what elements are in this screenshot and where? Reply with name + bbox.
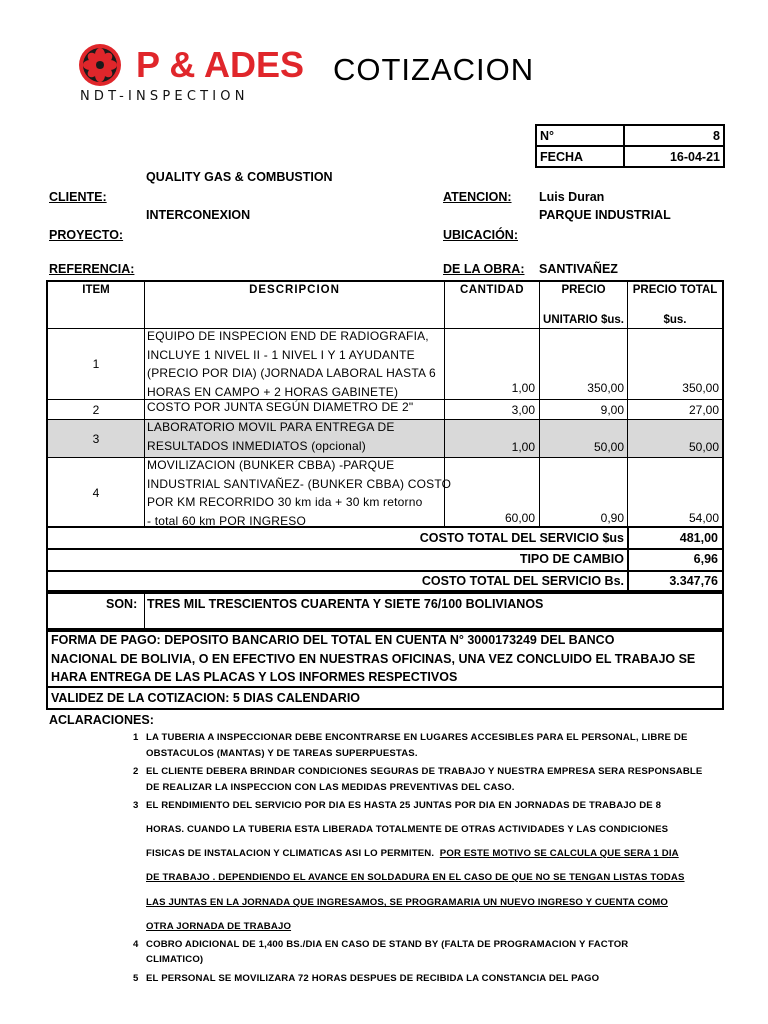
row-3-qty: 1,00: [511, 440, 535, 454]
note-3-line-2: HORAS. CUANDO LA TUBERIA ESTA LIBERADA TOTALMENTE DE OTRAS ACTIVIDADES Y LAS CONDICIONES: [146, 824, 669, 835]
row-1-item: 1: [92, 357, 100, 371]
row-3-desc: LABORATORIO MOVIL PARA ENTREGA DE RESULTADOS INMEDIATOS (opcional): [147, 420, 395, 453]
row-2-unit: 9,00: [600, 403, 624, 417]
row-4-total: 54,00: [688, 511, 719, 525]
referencia-label: REFERENCIA:: [49, 262, 135, 276]
date-value: 16-04-21: [624, 146, 724, 167]
row-4-qty: 60,00: [504, 511, 535, 525]
row-2-item: 2: [92, 403, 100, 417]
note-2-line-2: DE REALIZAR LA INSPECCION CON LAS MEDIDAS PREVENTIVAS DEL CASO.: [146, 782, 515, 793]
row-4-item: 4: [92, 486, 100, 500]
row-4-unit: 0,90: [600, 511, 624, 525]
date-label: FECHA: [536, 146, 624, 167]
cliente-label: CLIENTE:: [49, 190, 107, 204]
exchange-rate-label: TIPO DE CAMBIO: [519, 552, 624, 566]
row-3-item: 3: [92, 432, 100, 446]
page-title: COTIZACION: [333, 52, 535, 87]
proyecto-label: PROYECTO:: [49, 228, 124, 242]
total-usd-label: COSTO TOTAL DEL SERVICIO $us: [419, 531, 624, 545]
total-usd-value: 481,00: [679, 531, 718, 545]
project-name: INTERCONEXION: [146, 208, 251, 222]
atencion-label: ATENCION:: [443, 190, 512, 204]
number-label: N°: [536, 125, 624, 146]
payment-line-1: FORMA DE PAGO: DEPOSITO BANCARIO DEL TOTAL EN CUENTA N° 3000173249 DEL BANCO: [51, 633, 615, 647]
col-item-header: ITEM: [82, 284, 110, 296]
ubicacion-label: UBICACIÓN:: [443, 228, 518, 242]
validity: [46, 686, 724, 710]
aclaraciones-label: ACLARACIONES:: [49, 713, 154, 727]
note-4-num: 4: [133, 939, 139, 950]
son-label: SON:: [106, 597, 138, 611]
ubicacion-value: PARQUE INDUSTRIAL: [539, 208, 671, 222]
row-3-total: 50,00: [688, 440, 719, 454]
client-name: QUALITY GAS & COMBUSTION: [146, 170, 333, 184]
col-total-header-1: PRECIO TOTAL: [632, 284, 718, 296]
col-qty-header: CANTIDAD: [459, 284, 525, 296]
note-3-line-1: EL RENDIMIENTO DEL SERVICIO POR DIA ES HASTA 25 JUNTAS POR DIA EN JORNADAS DE TRABAJO DE 8: [146, 800, 662, 811]
row-2-total: 27,00: [688, 403, 719, 417]
row-1-total: 350,00: [682, 381, 719, 395]
col-unit-header-1: PRECIO: [561, 284, 606, 296]
row-3-unit: 50,00: [593, 440, 624, 454]
flower-emblem-icon: [78, 43, 122, 87]
note-1-num: 1: [133, 732, 139, 743]
note-2-line-1: EL CLIENTE DEBERA BRINDAR CONDICIONES SEGURAS DE TRABAJO Y NUESTRA EMPRESA SERA RESPONSABLE: [146, 766, 703, 777]
note-3-line-5: LAS JUNTAS EN LA JORNADA QUE INGRESAMOS, SE PROGRAMARIA UN NUEVO INGRESO Y CUENTA COMO: [146, 897, 668, 908]
note-2-num: 2: [133, 766, 139, 777]
row-1-unit: 350,00: [587, 381, 624, 395]
amount-in-words: [46, 592, 724, 630]
col-unit-header-2: UNITARIO $us.: [543, 314, 624, 326]
obra-label: DE LA OBRA:: [443, 262, 525, 276]
payment-terms: [46, 630, 724, 688]
totals-block: [46, 526, 724, 592]
note-1-line-1: LA TUBERIA A INSPECCIONAR DEBE ENCONTRARSE EN LUGARES ACCESIBLES PARA EL PERSONAL, LIBRE DE: [146, 732, 688, 743]
obra-value: SANTIVAÑEZ: [539, 262, 618, 276]
company-logo: [78, 43, 305, 104]
note-1-line-2: OBSTACULOS (MANTAS) Y DE TAREAS SUPERPUESTAS.: [146, 748, 418, 759]
payment-line-3: HARA ENTREGA DE LAS PLACAS Y LOS INFORMES RESPECTIVOS: [51, 670, 458, 684]
row-4-desc: MOVILIZACION (BUNKER CBBA) -PARQUE INDUSTRIAL SANTIVAÑEZ- (BUNKER CBBA) COSTO POR KM RECORRIDO 30 km ida + 30 km retorno - total 60 km POR INGRESO: [147, 458, 452, 528]
note-3-line-6: OTRA JORNADA DE TRABAJO: [146, 921, 292, 932]
validity-text: VALIDEZ DE LA COTIZACION: 5 DIAS CALENDARIO: [51, 691, 361, 705]
note-3-num: 3: [133, 800, 139, 811]
row-2-qty: 3,00: [511, 403, 535, 417]
note-4-line-1: COBRO ADICIONAL DE 1,400 BS./DIA EN CASO DE STAND BY (FALTA DE PROGRAMACION Y FACTOR: [146, 939, 629, 950]
exchange-rate-value: 6,96: [693, 552, 718, 566]
row-1-desc: EQUIPO DE INSPECION END DE RADIOGRAFIA, INCLUYE 1 NIVEL II - 1 NIVEL I Y 1 AYUDANTE (PRECIO POR DIA) (JORNADA LABORAL HASTA 6 HORAS EN CAMPO + 2 HORAS GABINETE): [147, 329, 436, 399]
total-bs-value: 3.347,76: [669, 574, 718, 588]
note-3-line-3: FISICAS DE INSTALACION Y CLIMATICAS ASI LO PERMITEN. POR ESTE MOTIVO SE CALCULA QUE SERA 1 DIA: [146, 848, 679, 859]
note-5-num: 5: [133, 973, 139, 984]
note-4-line-2: CLIMATICO): [146, 954, 204, 965]
note-5-line-1: EL PERSONAL SE MOVILIZARA 72 HORAS DESPUES DE RECIBIDA LA CONSTANCIA DEL PAGO: [146, 973, 600, 984]
total-bs-label: COSTO TOTAL DEL SERVICIO Bs.: [421, 574, 624, 588]
row-2-desc: COSTO POR JUNTA SEGÚN DIAMETRO DE 2": [147, 400, 414, 414]
col-total-header-2: $us.: [663, 314, 687, 326]
logo-subtitle: NDT-INSPECTION: [80, 89, 249, 104]
row-1-qty: 1,00: [511, 381, 535, 395]
logo-brand-text: P & ADES: [136, 44, 305, 85]
atencion-value: Luis Duran: [539, 190, 605, 204]
number-value: 8: [624, 125, 724, 146]
son-value: TRES MIL TRESCIENTOS CUARENTA Y SIETE 76/100 BOLIVIANOS: [147, 597, 544, 611]
col-desc-header: DESCRIPCION: [249, 284, 340, 296]
note-3-line-4: DE TRABAJO . DEPENDIENDO EL AVANCE EN SOLDADURA EN EL CASO DE QUE NO SE TENGAN LISTAS TODAS: [146, 872, 685, 883]
items-table: [46, 280, 724, 528]
quote-info-table: [535, 124, 725, 168]
payment-line-2: NACIONAL DE BOLIVIA, O EN EFECTIVO EN NUESTRAS OFICINAS, UNA VEZ CONCLUIDO EL TRABAJO SE: [51, 652, 696, 666]
